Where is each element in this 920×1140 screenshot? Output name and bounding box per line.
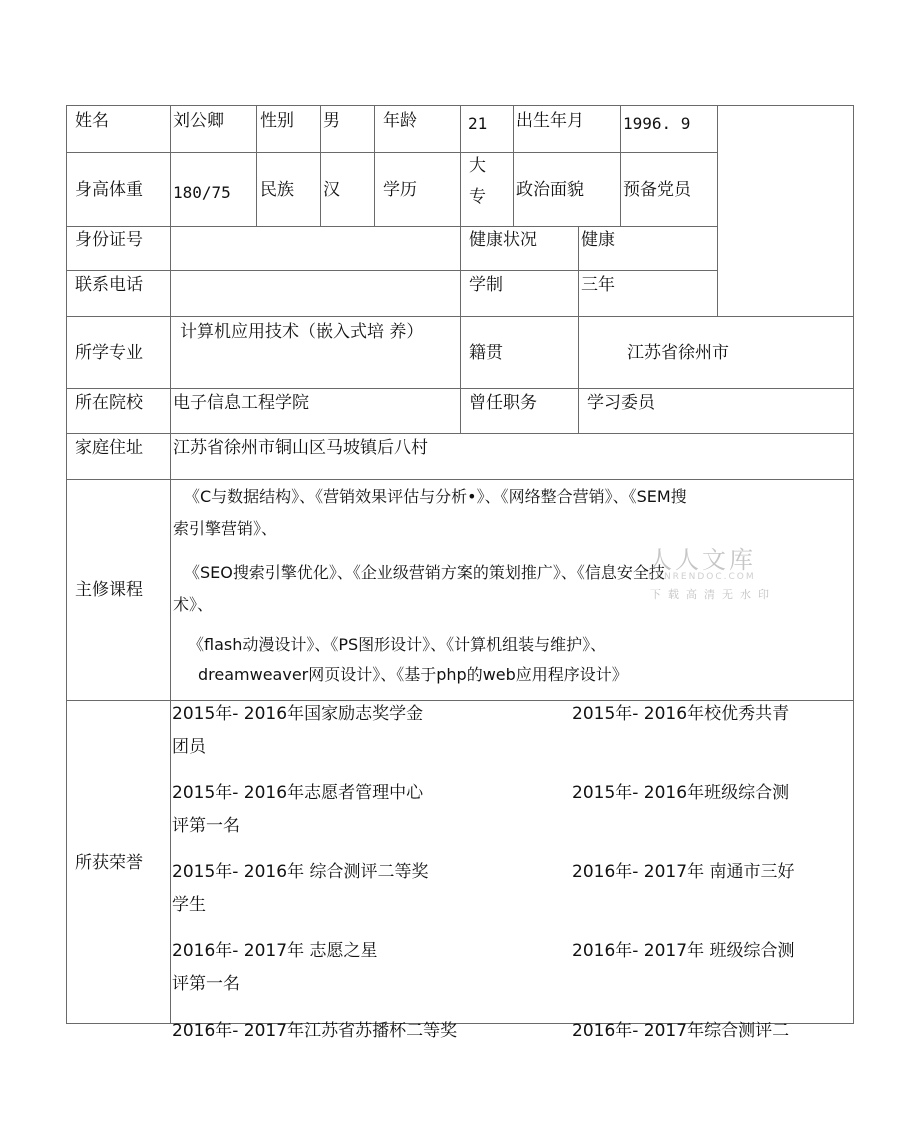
- value-height-weight: 180/75: [173, 183, 231, 202]
- honor-left: 2016年- 2017年 志愿之星: [172, 941, 378, 961]
- value-education-line1: 大: [469, 156, 486, 176]
- course-line: 索引擎营销》、: [173, 519, 278, 538]
- value-address: 江苏省徐州市铜山区马坡镇后八村: [173, 438, 428, 458]
- value-age: 21: [468, 114, 488, 133]
- label-schooling: 学制: [469, 275, 503, 295]
- watermark-logo: [648, 540, 778, 602]
- label-gender: 性别: [260, 111, 294, 131]
- label-birth: 出生年月: [516, 111, 584, 131]
- value-ethnicity: 汉: [323, 180, 340, 200]
- course-line: 《C与数据结构》、《营销效果评估与分析•》、《网络整合营销》、《SEM搜: [184, 487, 687, 506]
- value-major: 计算机应用技术（嵌入式培 养）: [180, 322, 424, 342]
- label-address: 家庭住址: [75, 438, 143, 458]
- value-school: 电子信息工程学院: [173, 393, 309, 413]
- label-phone: 联系电话: [75, 275, 143, 295]
- honor-left: 2015年- 2016年 综合测评二等奖: [172, 862, 429, 882]
- value-former-post: 学习委员: [587, 393, 655, 413]
- label-school: 所在院校: [75, 393, 143, 413]
- course-line: 术》、: [173, 595, 214, 614]
- label-education: 学历: [383, 180, 417, 200]
- value-health: 健康: [581, 230, 615, 250]
- label-courses: 主修课程: [75, 580, 143, 600]
- value-education-line2: 专: [469, 187, 486, 207]
- honor-left-wrap: 学生: [172, 895, 206, 915]
- label-id-number: 身份证号: [75, 230, 143, 250]
- honor-left: 2015年- 2016年志愿者管理中心: [172, 783, 424, 803]
- honor-right: 2016年- 2017年 班级综合测: [572, 941, 795, 961]
- label-age: 年龄: [383, 111, 417, 131]
- honor-left-wrap: 团员: [172, 737, 206, 757]
- honor-right: 2015年- 2016年班级综合测: [572, 783, 790, 803]
- value-schooling: 三年: [581, 275, 615, 295]
- course-line: dreamweaver网页设计》、《基于php的web应用程序设计》: [198, 665, 628, 684]
- label-native-place: 籍贯: [469, 343, 503, 363]
- course-line: 《flash动漫设计》、《PS图形设计》、《计算机组装与维护》、: [188, 635, 607, 654]
- honor-cut-left: 2016年- 2017年江苏省苏播杯二等奖: [172, 1021, 458, 1041]
- honors-cut-line: [172, 1020, 812, 1041]
- label-honors: 所获荣誉: [75, 853, 143, 873]
- watermark-subtitle: 下载高清无水印: [650, 588, 776, 601]
- honor-right: 2015年- 2016年校优秀共青: [572, 704, 790, 724]
- watermark-title: 人人文库: [648, 546, 756, 574]
- honor-left-wrap: 评第一名: [172, 974, 240, 994]
- honor-left: 2015年- 2016年国家励志奖学金: [172, 704, 424, 724]
- value-gender: 男: [323, 111, 340, 131]
- honor-cut-right: 2016年- 2017年综合测评二: [572, 1021, 790, 1041]
- value-political: 预备党员: [623, 180, 691, 200]
- label-name: 姓名: [75, 111, 109, 131]
- label-health: 健康状况: [469, 230, 537, 250]
- label-political: 政治面貌: [516, 180, 584, 200]
- value-name: 刘公卿: [173, 111, 224, 131]
- label-height-weight: 身高体重: [75, 180, 143, 200]
- label-major: 所学专业: [75, 343, 143, 363]
- course-line: 《SEO搜索引擎优化》、《企业级营销方案的策划推广》、《信息安全技: [184, 563, 665, 582]
- label-ethnicity: 民族: [260, 180, 294, 200]
- honor-right: 2016年- 2017年 南通市三好: [572, 862, 795, 882]
- watermark-latin: RENRENDOC.COM: [648, 572, 756, 582]
- value-birth: 1996. 9: [623, 114, 691, 133]
- label-former-post: 曾任职务: [469, 393, 537, 413]
- value-native-place: 江苏省徐州市: [627, 343, 729, 363]
- honor-left-wrap: 评第一名: [172, 816, 240, 836]
